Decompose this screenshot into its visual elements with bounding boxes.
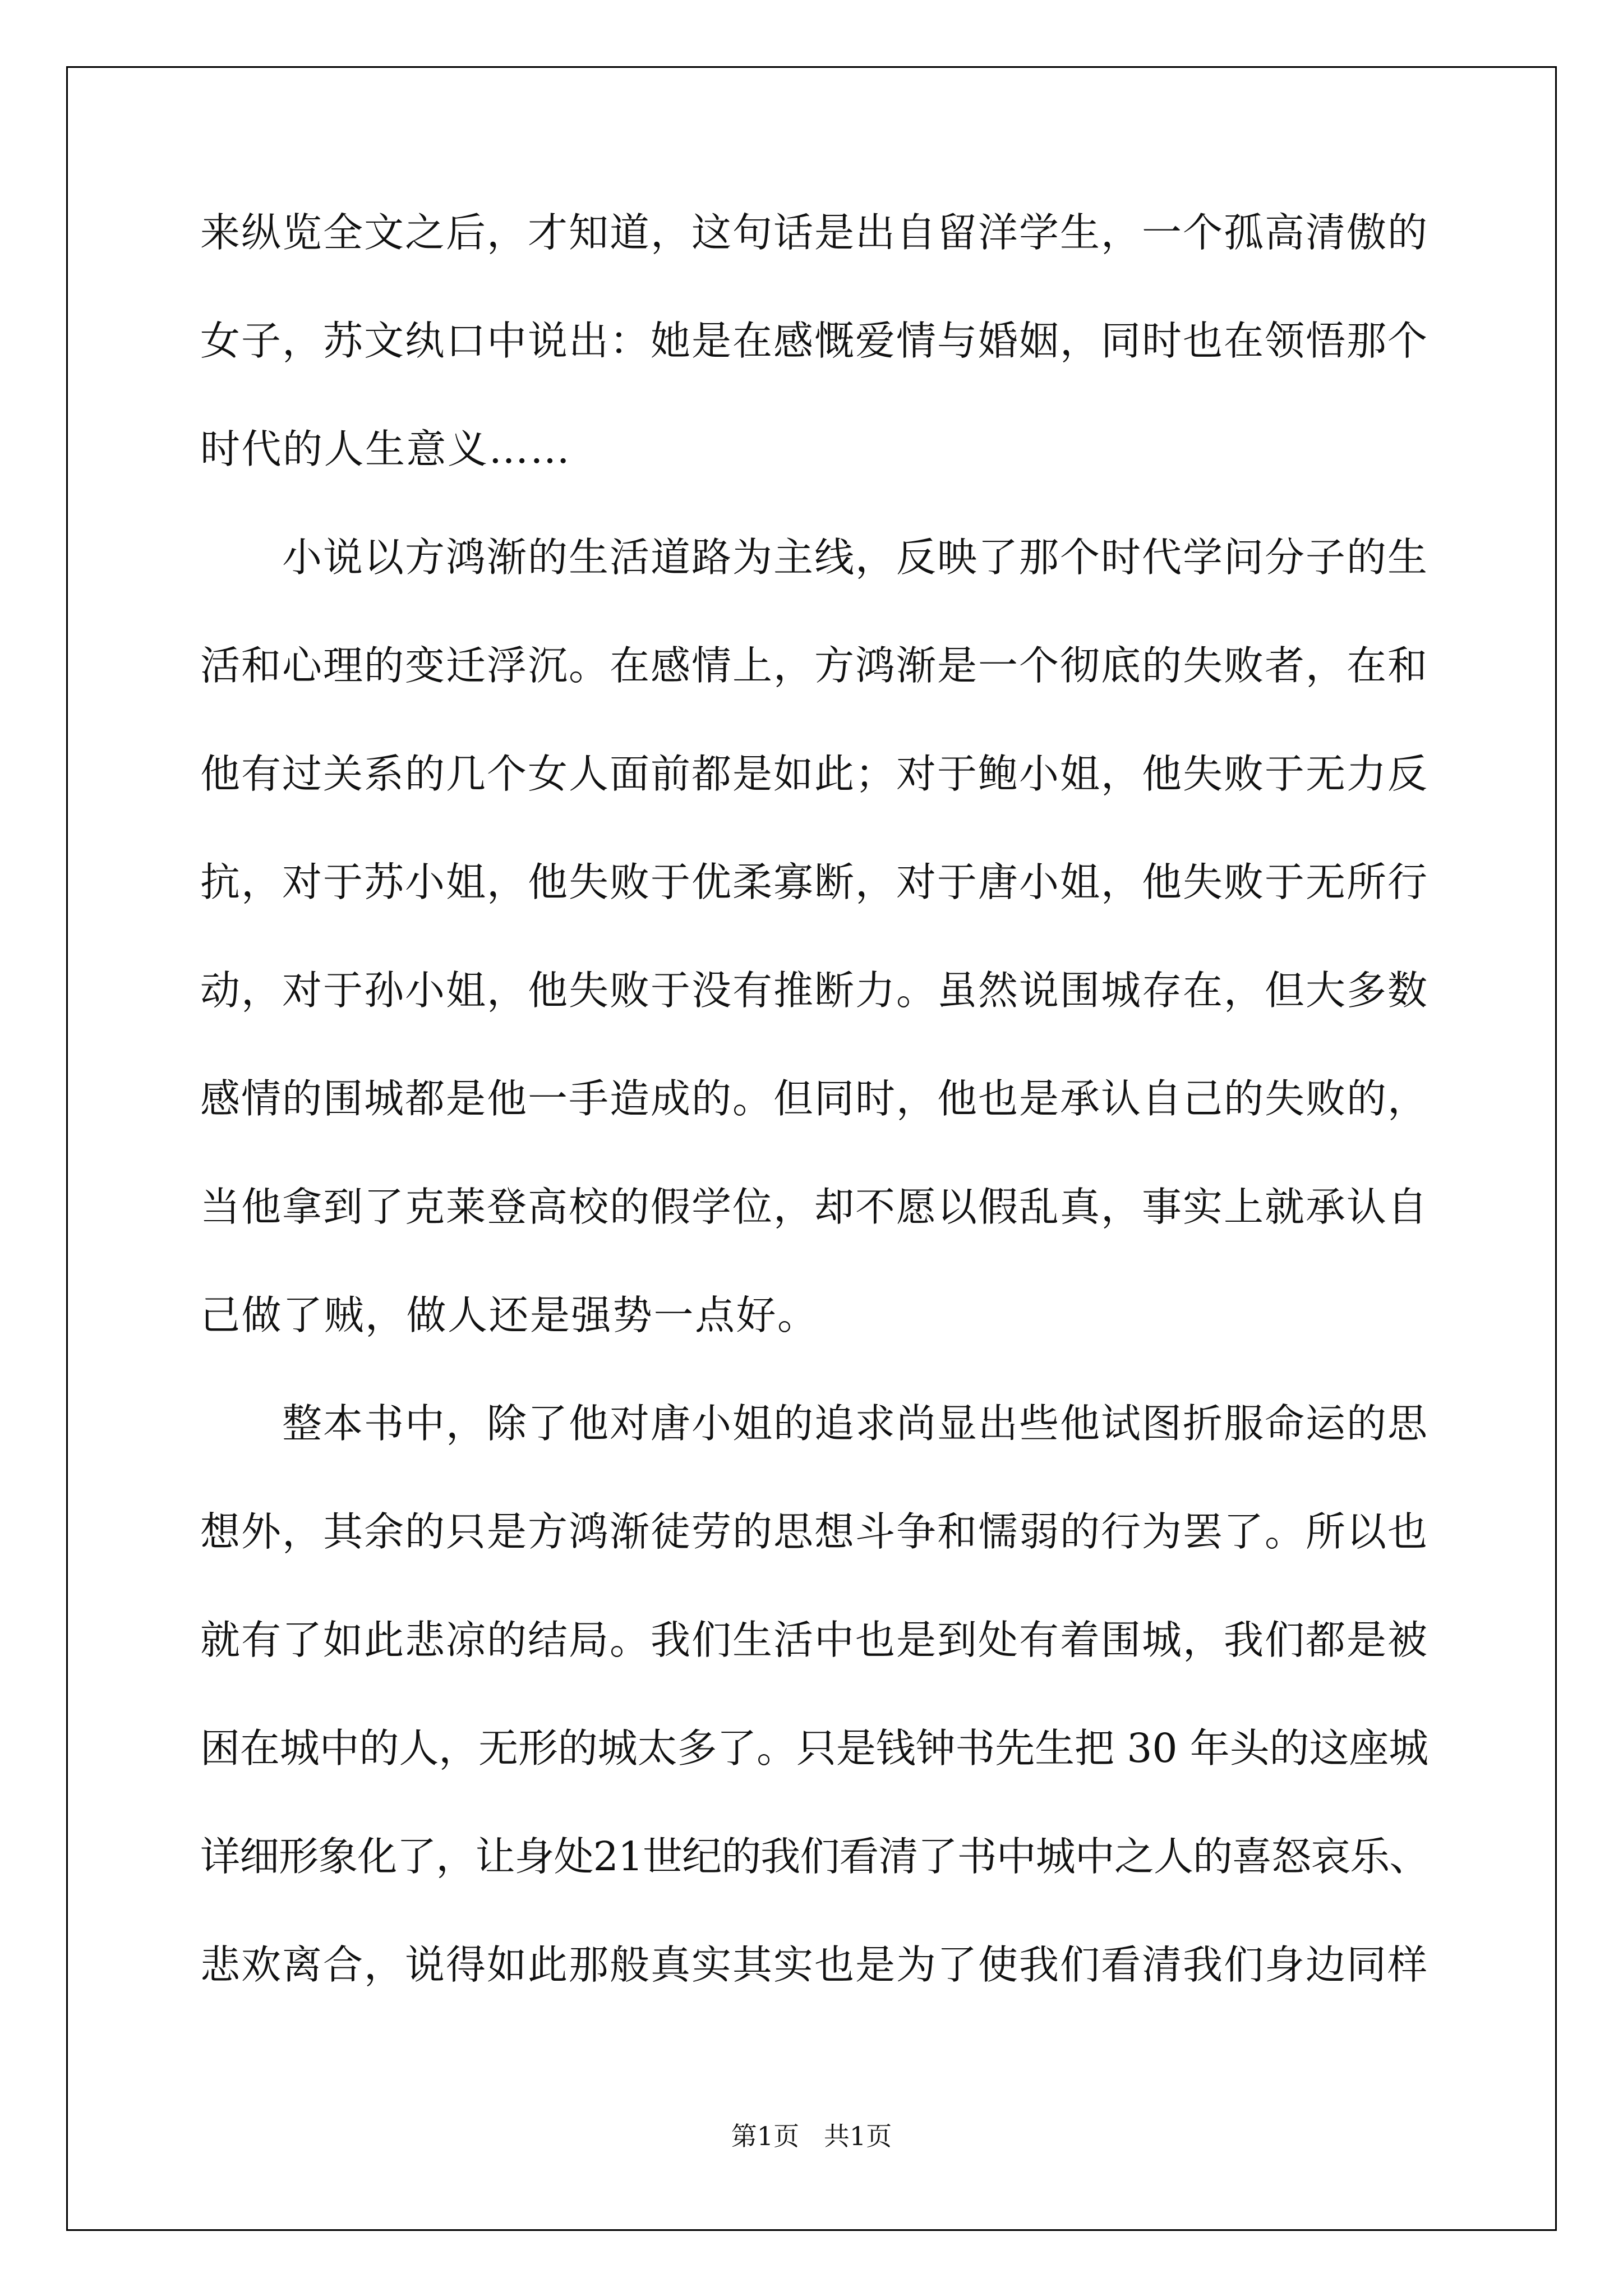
text-line: 悲欢离合，说得如此那般真实其实也是为了使我们看清我们身边同样: [200, 1941, 1429, 1988]
text-line: 感情的围城都是他一手造成的。但同时，他也是承认自己的失败的，: [200, 1075, 1429, 1122]
text-line: 详细形象化了，让身处21世纪的我们看清了书中城中之人的喜怒哀乐、: [200, 1833, 1429, 1880]
text-line: 当他拿到了克莱登高校的假学位，却不愿以假乱真，事实上就承认自: [200, 1184, 1429, 1230]
text-line: 活和心理的变迁浮沉。在感情上，方鸿渐是一个彻底的失败者，在和: [200, 642, 1429, 689]
text-line: 他有过关系的几个女人面前都是如此；对于鲍小姐，他失败于无力反: [200, 751, 1429, 797]
page-border: [66, 66, 1557, 2231]
text-line: 己做了贼，做人还是强势一点好。: [200, 1292, 819, 1338]
text-line: 来纵览全文之后，才知道，这句话是出自留洋学生，一个孤高清傲的: [200, 209, 1429, 256]
text-line: 女子，苏文纨口中说出：她是在感慨爱情与婚姻，同时也在领悟那个: [200, 318, 1429, 364]
text-line: 想外，其余的只是方鸿渐徒劳的思想斗争和懦弱的行为罢了。所以也: [200, 1508, 1429, 1555]
text-line: 整本书中，除了他对唐小姐的追求尚显出些他试图折服命运的思: [200, 1400, 1429, 1447]
page-footer: 第1页 共1页: [731, 2121, 892, 2151]
text-line: 就有了如此悲凉的结局。我们生活中也是到处有着围城，我们都是被: [200, 1617, 1429, 1663]
text-line: 时代的人生意义……: [200, 426, 571, 472]
text-line: 小说以方鸿渐的生活道路为主线，反映了那个时代学问分子的生: [200, 534, 1429, 581]
text-line: 抗，对于苏小姐，他失败于优柔寡断，对于唐小姐，他失败于无所行: [200, 859, 1429, 905]
text-line: 困在城中的人，无形的城太多了。只是钱钟书先生把 30 年头的这座城: [200, 1725, 1428, 1772]
text-line: 动，对于孙小姐，他失败于没有推断力。虽然说围城存在，但大多数: [200, 967, 1429, 1014]
